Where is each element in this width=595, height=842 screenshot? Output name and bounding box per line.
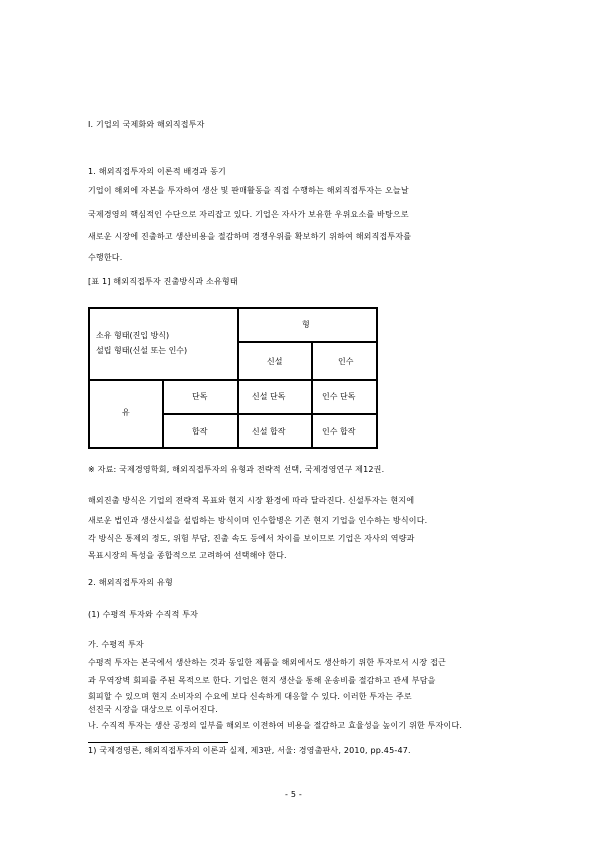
paragraph-1-line-3: 새로운 시장에 진출하고 생산비용을 절감하며 경쟁우위를 확보하기 위하여 해외직접투자를 (88, 232, 412, 241)
page-number: - 5 - (285, 790, 302, 799)
table-subcol-1: 신설 (267, 357, 283, 366)
paragraph-2-line-3: 각 방식은 통제의 정도, 위험 부담, 진출 속도 등에서 차이를 보이므로 기업은 자사의 역량과 (88, 534, 415, 543)
table-cell-r2c2: 인수 합작 (322, 427, 356, 436)
paragraph-3-line-3: 회피할 수 있으며 현지 소비자의 수요에 보다 신속하게 대응할 수 있다. 이러한 투자는 주로 (88, 692, 412, 701)
paragraph-3-line-2: 과 무역장벽 회피를 주된 목적으로 한다. 기업은 현지 생산을 통해 운송비를 절감하고 관세 부담을 (88, 676, 436, 685)
table-row-2-label: 합작 (192, 427, 208, 436)
table-cell-r2c1: 신설 합작 (252, 427, 286, 436)
paragraph-1-line-2: 국제경영의 핵심적인 수단으로 자리잡고 있다. 기업은 자사가 보유한 우위요소를 바탕으로 (88, 210, 409, 219)
table-cell-r1c1: 신설 단독 (252, 392, 286, 401)
heading-1: Ⅰ. 기업의 국제화와 해외직접투자 (88, 120, 205, 129)
table-subcol-2: 인수 (338, 357, 354, 366)
table-source-note: ※ 자료: 국제경영학회, 해외직접투자의 유형과 전략적 선택, 국제경영연구 제12권. (88, 465, 385, 474)
table-row-1-label: 단독 (192, 392, 208, 401)
paragraph-1-line-4: 수행한다. (88, 253, 123, 262)
table-cell-r1c2: 인수 단독 (322, 392, 356, 401)
heading-3: 2. 해외직접투자의 유형 (88, 578, 173, 587)
table-row-group: 유 (122, 408, 130, 417)
subheading: 가. 수평적 투자 (88, 640, 144, 649)
paragraph-2-line-2: 새로운 법인과 생산시설을 설립하는 방식이며 인수합병은 기존 현지 기업을 인수하는 방식이다. (88, 516, 428, 525)
heading-4: (1) 수평적 투자와 수직적 투자 (88, 610, 199, 619)
table-header-left-1: 소유 형태(진입 방식) (96, 331, 170, 340)
paragraph-3-line-1: 수평적 투자는 본국에서 생산하는 것과 동일한 제품을 해외에서도 생산하기 위한 투자로서 시장 접근 (88, 658, 446, 667)
table-header-left-2: 설립 형태(신설 또는 인수) (96, 346, 188, 355)
table-header-group: 형 (302, 320, 310, 329)
paragraph-2-line-1: 해외진출 방식은 기업의 전략적 목표와 현지 시장 환경에 따라 달라진다. 신설투자는 현지에 (88, 496, 415, 505)
paragraph-1-line-1: 기업이 해외에 자본을 투자하여 생산 및 판매활동을 직접 수행하는 해외직접투자는 오늘날 (88, 186, 409, 195)
paragraph-3-line-4: 선진국 시장을 대상으로 이루어진다. (88, 705, 218, 714)
investment-type-table (88, 307, 378, 449)
heading-2: 1. 해외직접투자의 이론적 배경과 동기 (88, 167, 226, 176)
footnote: 1) 국제경영론, 해외직접투자의 이론과 실제, 제3판, 서울: 경영출판사, 2010, pp.45-47. (88, 746, 411, 755)
table-caption: [표 1] 해외직접투자 진출방식과 소유형태 (88, 277, 238, 286)
paragraph-4: 나. 수직적 투자는 생산 공정의 일부를 해외로 이전하여 비용을 절감하고 효율성을 높이기 위한 투자이다. (88, 721, 463, 730)
paragraph-2-line-4: 목표시장의 특성을 종합적으로 고려하여 선택해야 한다. (88, 551, 287, 560)
footnote-rule (88, 742, 228, 743)
